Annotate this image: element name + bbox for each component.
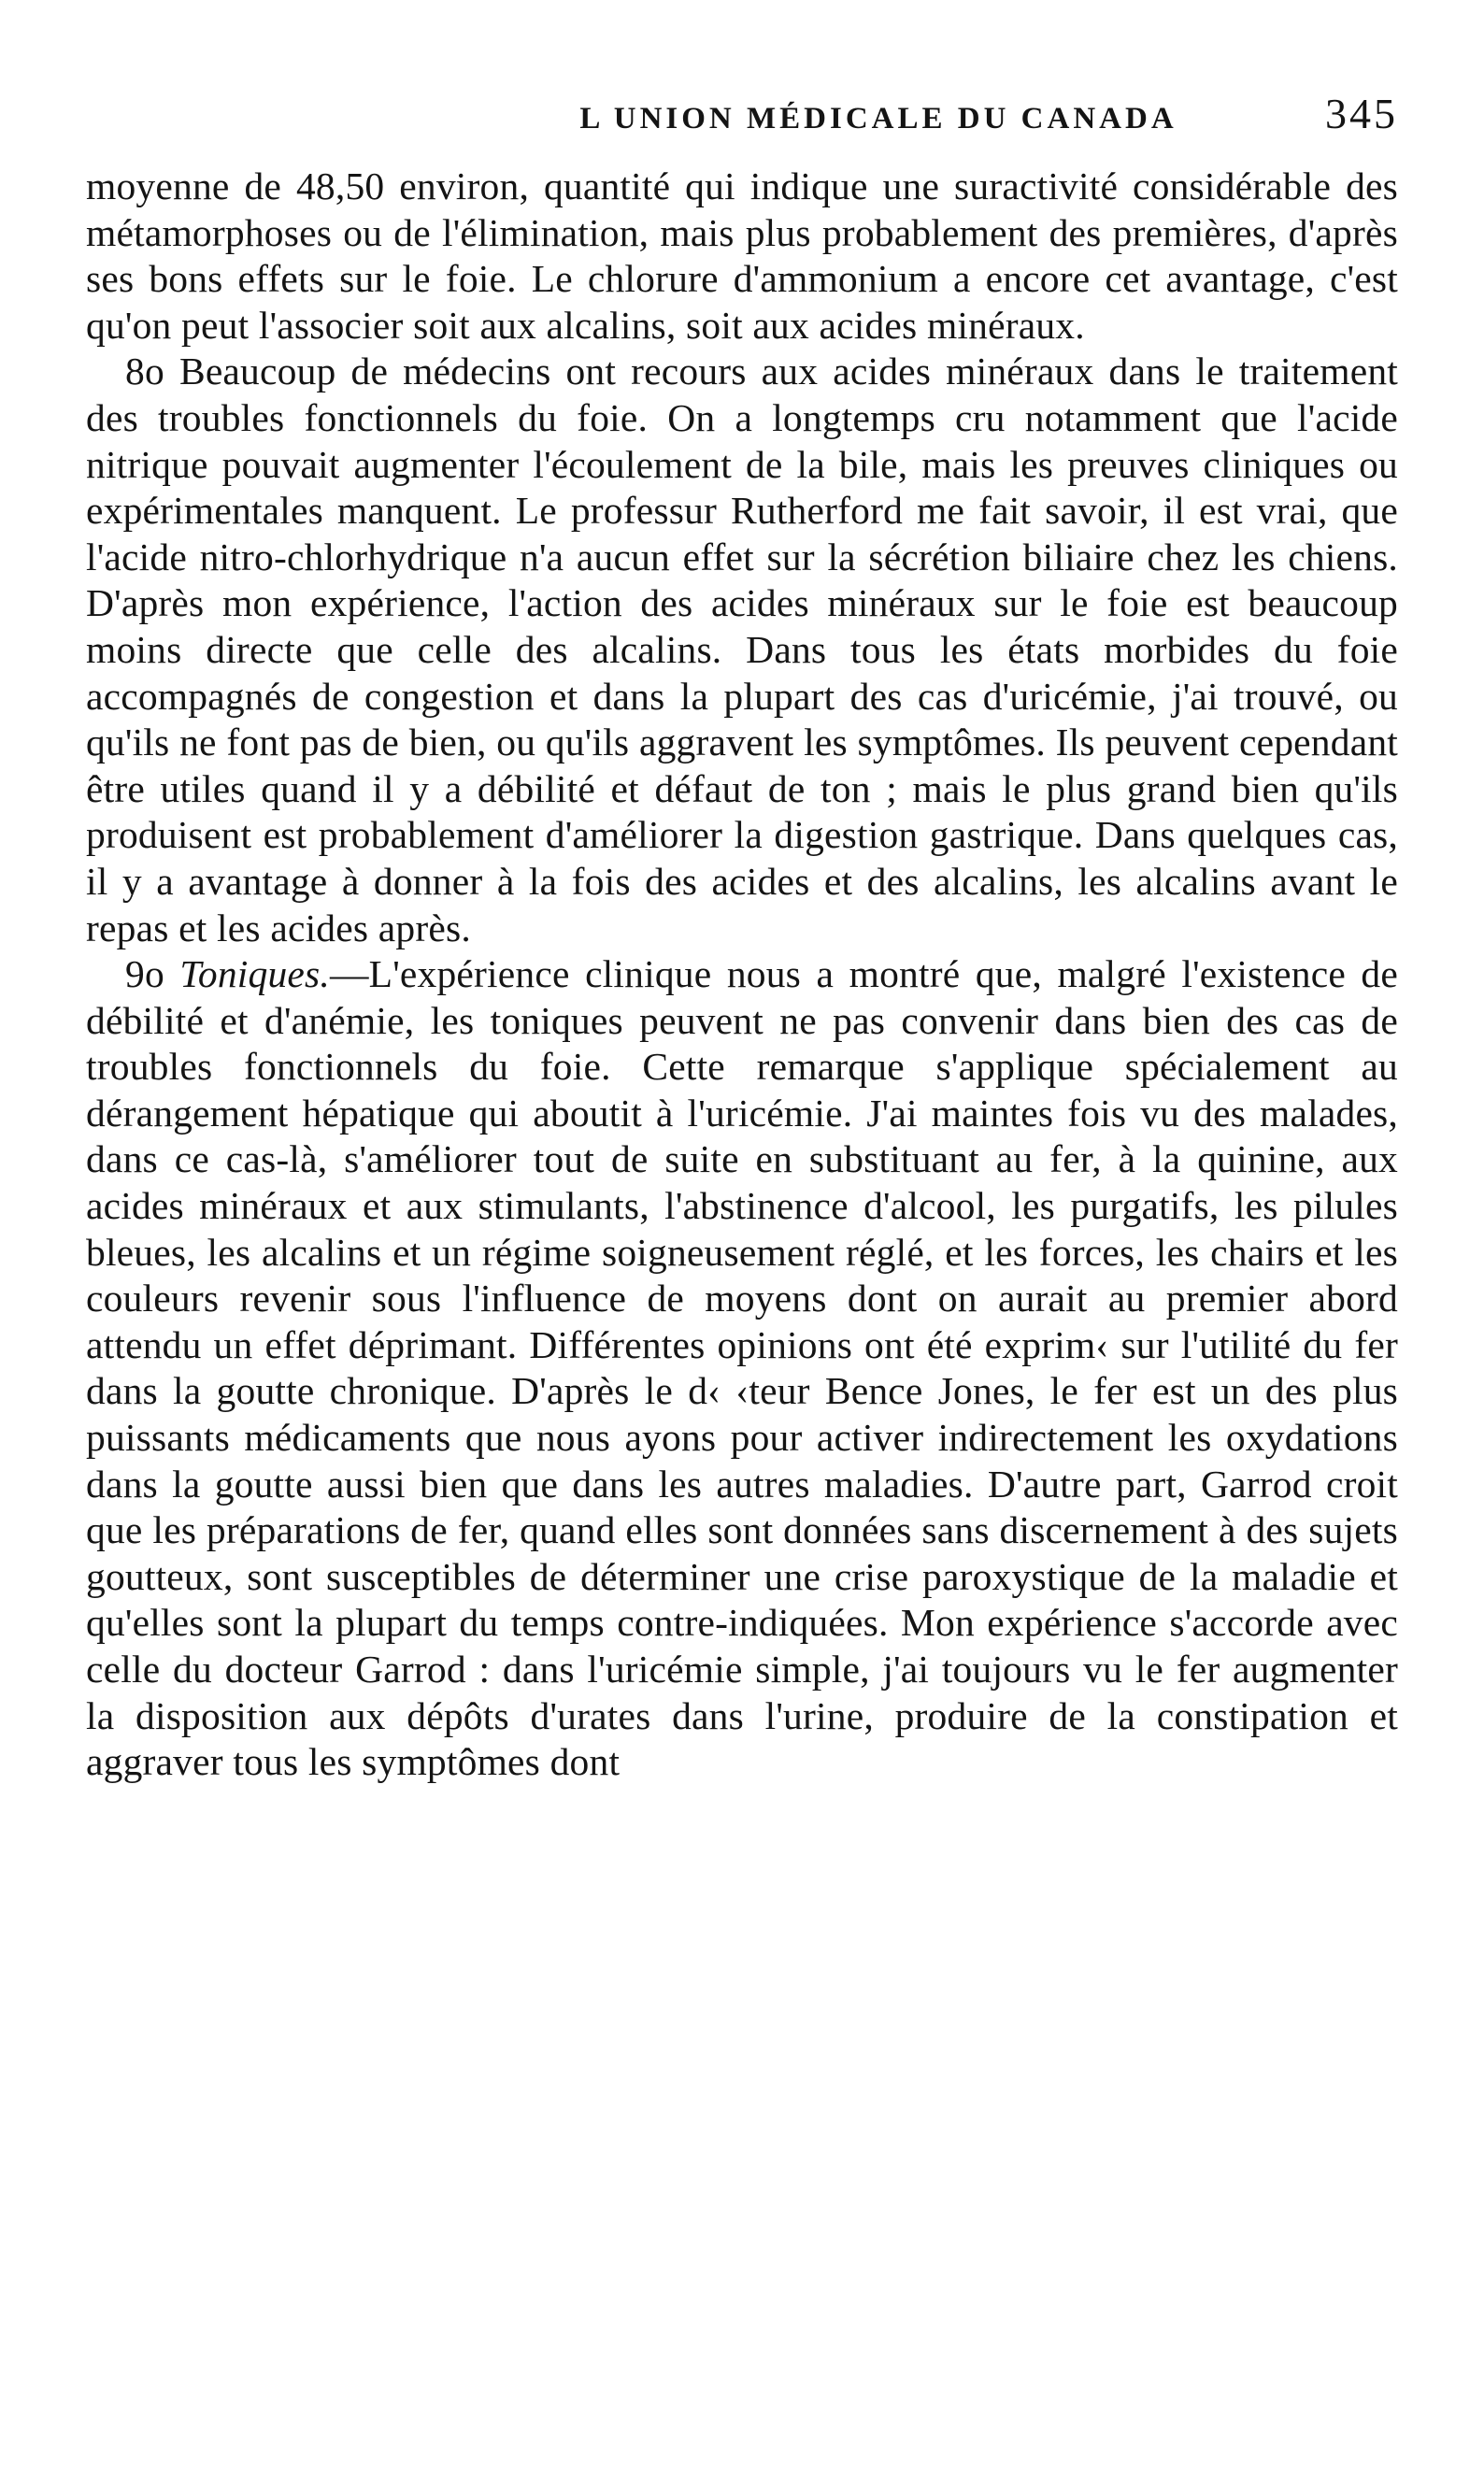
body-text — [86, 164, 1398, 1786]
paragraph-text: —L'expérience clinique nous a montré que, malgré l'existence de débilité et d'anémie, les toniques peuvent ne pas convenir dans bien des cas de troubles fonctionnels du foie. Cette remarque s'applique spécialement au dérangement hépatique qui aboutit à l'uricémie. J'ai maintes fois vu des malades, dans ce cas-là, s'améliorer tout de suite en substituant au fer, à la quinine, aux acides minéraux et aux stimulants, l'abstinence d'alcool, les purgatifs, les pilules bleues, les alcalins et un régime soigneusement réglé, et les forces, les chairs et les couleurs revenir sous l'influence de moyens dont on aurait au premier abord attendu un effet déprimant. Différentes opinions ont été exprim‹ sur l'utilité du fer dans la goutte chronique. D'après le d‹ ‹teur Bence Jones, le fer est un des plus puissants médicaments que nous ayons pour activer indirectement les oxydations dans la goutte aussi bien que dans les autres maladies. D'autre part, Garrod croit que les préparations de fer, quand elles sont données sans discernement à des sujets goutteux, sont susceptibles de déterminer une crise paroxystique de la maladie et qu'elles sont la plupart du temps contre-indiquées. Mon expérience s'accorde avec celle du docteur Garrod : dans l'uricémie simple, j'ai toujours vu le fer augmenter la disposition aux dépôts d'urates dans l'urine, produire de la constipation et aggraver tous les symptômes dont — [86, 952, 1398, 1784]
page-header — [86, 89, 1398, 147]
paragraph-text: moyenne de 48,50 environ, quantité qui indique une suractivité considérable des métamorphoses ou de l'élimination, mais plus probablement des premières, d'après ses bons effets sur le foie. Le chlorure d'ammonium a encore cet avantage, c'est qu'on peut l'associer soit aux alcalins, soit aux acides minéraux. — [86, 164, 1398, 347]
paragraph-number: 9o — [125, 952, 164, 996]
paragraph-9 — [86, 951, 1398, 1786]
page-number: 345 — [1325, 90, 1398, 137]
paragraph-8 — [86, 349, 1398, 951]
running-title: L UNION MÉDICALE DU CANADA — [579, 102, 1177, 136]
paragraph-text: Beaucoup de médecins ont recours aux acides minéraux dans le traitement des troubles fonctionnels du foie. On a longtemps cru notamment que l'acide nitrique pouvait augmenter l'écoulement de la bile, mais les preuves cliniques ou expérimentales manquent. Le professur Rutherford me fait savoir, il est vrai, que l'acide nitro-chlorhydrique n'a aucun effet sur la sécrétion biliaire chez les chiens. D'après mon expérience, l'action des acides minéraux sur le foie est beaucoup moins directe que celle des alcalins. Dans tous les états morbides du foie accompagnés de congestion et dans la plupart des cas d'uricémie, j'ai trouvé, ou qu'ils ne font pas de bien, ou qu'ils aggravent les symptômes. Ils peuvent cependant être utiles quand il y a débilité et défaut de ton ; mais le plus grand bien qu'ils produisent est probablement d'améliorer la digestion gastrique. Dans quelques cas, il y a avantage à donner à la fois des acides et des alcalins, les alcalins avant le repas et les acides après. — [86, 350, 1398, 949]
paragraph-continuation — [86, 164, 1398, 349]
paragraph-number: 8o — [125, 350, 164, 393]
paragraph-heading: Toniques. — [179, 952, 330, 996]
